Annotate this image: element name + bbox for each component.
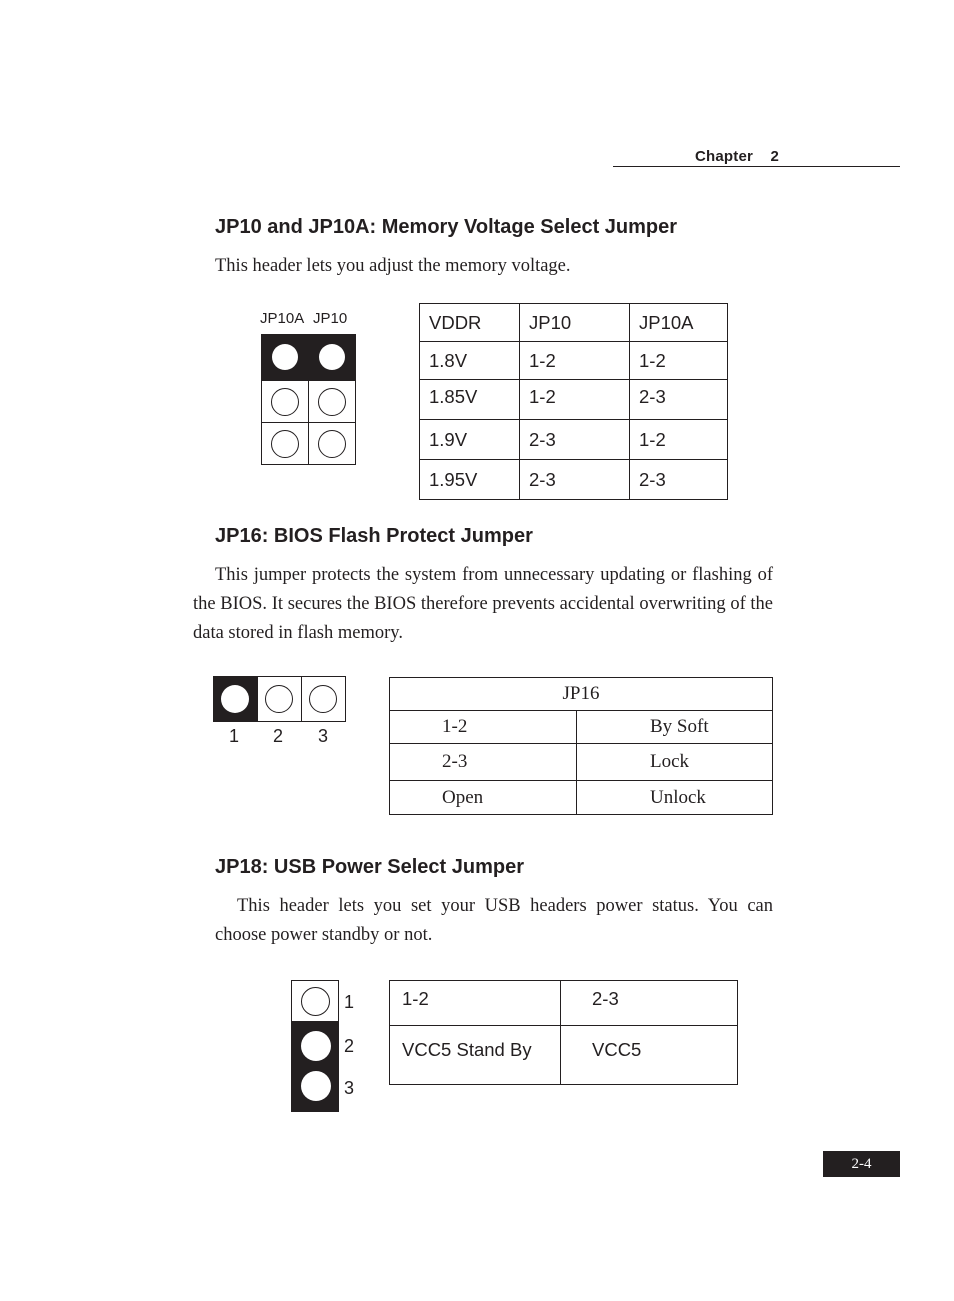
pin-number-label: 1: [344, 992, 355, 1012]
table-cell: 1.85V: [420, 380, 520, 420]
table-cell: 1.95V: [420, 460, 520, 500]
pin-jp10a-3: [271, 430, 299, 458]
table-cell: 2-3: [520, 420, 630, 460]
table-cell: Open: [390, 781, 577, 815]
table-cell: 1-2: [630, 420, 728, 460]
jp16-description-line: of the data stored in flash memory.: [193, 594, 773, 643]
chapter-header: [613, 147, 900, 167]
table-header: JP10: [520, 304, 630, 342]
jp10-description: This header lets you adjust the memory voltage.: [215, 256, 571, 276]
pin-jp10-2: [318, 388, 346, 416]
jp16-description-line: of the BIOS. It secures the BIOS therefore prevents accidental overwriting: [193, 565, 774, 614]
table-row: [420, 460, 728, 500]
jp16-description: [193, 561, 773, 648]
jp18-description-line: choose power standby or not.: [215, 925, 433, 945]
jp18-table: [389, 980, 738, 1085]
table-cell: By Soft: [577, 711, 773, 744]
table-header: JP10A: [630, 304, 728, 342]
pin-2: [265, 685, 293, 713]
page-number: 2-4: [823, 1151, 900, 1177]
table-cell: 2-3: [630, 460, 728, 500]
pin-3: [309, 685, 337, 713]
pin-1: [221, 685, 249, 713]
table-cell: VCC5 Stand By: [390, 1026, 561, 1085]
table-cell: Unlock: [577, 781, 773, 815]
jp16-section-title: JP16: BIOS Flash Protect Jumper: [215, 525, 533, 547]
jp10a-label: JP10A: [260, 310, 305, 327]
pin-3: [301, 1071, 331, 1101]
table-cell: 1.9V: [420, 420, 520, 460]
jp16-description-line: This jumper protects the system from unnecessary updating or flashing: [215, 565, 752, 585]
table-cell: 1-2: [520, 342, 630, 380]
table-header: VDDR: [420, 304, 520, 342]
jp18-description-line: This header lets you set your USB headers power status. You can: [237, 896, 773, 916]
pin-number-label: 3: [318, 726, 329, 746]
pin-jp10a-2: [271, 388, 299, 416]
pin-jp10-1: [319, 344, 345, 370]
jp18-description: [215, 892, 773, 950]
table-cell: 2-3: [520, 460, 630, 500]
jp16-table: [389, 677, 773, 815]
table-cell: VCC5: [561, 1026, 738, 1085]
pin-number-label: 2: [273, 726, 284, 746]
table-row: [390, 1026, 738, 1085]
chapter-label: Chapter 2: [695, 148, 780, 165]
table-row: [390, 781, 773, 815]
jp10-label: JP10: [313, 310, 348, 327]
table-row: [390, 744, 773, 781]
pin-1: [301, 987, 330, 1016]
table-cell: 1-2: [390, 711, 577, 744]
table-cell: Lock: [577, 744, 773, 781]
table-row: [420, 380, 728, 420]
table-header: 1-2: [390, 981, 561, 1026]
pin-number-label: 1: [229, 726, 240, 746]
pin-2: [301, 1031, 331, 1061]
table-cell: 1-2: [630, 342, 728, 380]
table-row: [420, 420, 728, 460]
table-cell: 2-3: [630, 380, 728, 420]
jp10-voltage-table: [419, 303, 728, 500]
pin-jp10-3: [318, 430, 346, 458]
table-row: [420, 342, 728, 380]
table-row: [390, 711, 773, 744]
pin-jp10a-1: [272, 344, 298, 370]
table-cell: 2-3: [390, 744, 577, 781]
table-cell: 1.8V: [420, 342, 520, 380]
table-cell: 1-2: [520, 380, 630, 420]
table-header: 2-3: [561, 981, 738, 1026]
table-header: JP16: [390, 678, 773, 711]
jp10-section-title: JP10 and JP10A: Memory Voltage Select Jumper: [215, 216, 678, 238]
pin-number-label: 2: [344, 1036, 355, 1056]
pin-number-label: 3: [344, 1078, 355, 1098]
jp18-section-title: JP18: USB Power Select Jumper: [215, 856, 525, 878]
